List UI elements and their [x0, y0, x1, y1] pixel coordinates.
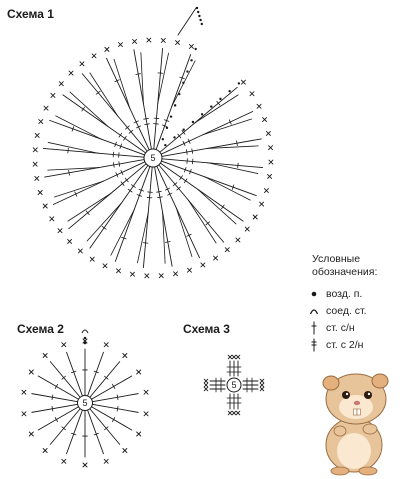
stitch-line — [68, 193, 111, 221]
stitch-crossbar — [165, 242, 170, 243]
chain-dot — [198, 15, 200, 17]
stitch-line — [111, 210, 134, 256]
stitch-crossbar — [128, 189, 132, 192]
center-count-label: 5 — [82, 398, 88, 409]
stitch-crossbar — [119, 162, 120, 167]
stitch-line — [162, 148, 207, 156]
chain-dot — [201, 113, 203, 115]
stitch-line — [69, 193, 111, 228]
stitch-crossbar — [124, 136, 127, 140]
stitch-line — [155, 167, 163, 212]
legend — [308, 253, 400, 353]
stitch-line — [98, 153, 144, 157]
chain-dot — [164, 144, 166, 146]
legend-title: Условные обозначения: — [312, 253, 378, 278]
stitch-line — [115, 210, 134, 262]
stitch-line — [188, 200, 216, 243]
stitch-crossbar — [221, 205, 224, 209]
stitch-line — [205, 177, 257, 196]
scheme-3-title: Схема 3 — [183, 322, 230, 336]
scheme-1-title: Схема 1 — [7, 7, 54, 21]
chain-dot — [183, 129, 185, 131]
chain-dot — [197, 11, 199, 13]
treble-crochet-icon — [308, 338, 320, 352]
stitch-line — [159, 165, 189, 200]
stitch-line — [203, 112, 253, 135]
chain-dot — [174, 104, 176, 106]
stitch-crossbar — [117, 395, 118, 400]
chain-dot — [84, 342, 87, 345]
double-crochet-icon — [308, 321, 320, 335]
stitch-crossbar — [117, 406, 118, 411]
stitch-line — [53, 181, 103, 204]
stitch-crossbar — [186, 150, 187, 155]
stitch-line — [160, 123, 195, 153]
stitch-line — [143, 213, 148, 268]
stitch-line — [43, 148, 98, 153]
chain-dot — [170, 115, 172, 117]
stitch-line — [158, 48, 163, 103]
stitch-line — [99, 160, 144, 168]
stitch-crossbar — [192, 149, 193, 154]
stitch-line — [161, 135, 203, 154]
chain-dot — [210, 105, 212, 107]
stitch-line — [158, 53, 169, 103]
stitch-crossbar — [131, 185, 135, 188]
chain-dot — [84, 337, 87, 340]
stitch-crossbar — [237, 141, 238, 146]
stitch-crossbar — [69, 170, 70, 175]
scheme-1-chart — [33, 7, 273, 278]
stitch-line — [188, 200, 223, 242]
center-count-label: 5 — [150, 153, 156, 164]
chain-dot — [228, 90, 230, 92]
legend-item-chain: возд. п. — [308, 285, 400, 302]
chain-dot — [182, 82, 184, 84]
chain-dot — [201, 23, 203, 25]
stitch-line — [63, 95, 108, 127]
chain-dot — [190, 59, 192, 61]
stitch-line — [67, 410, 83, 454]
stitch-crossbar — [136, 74, 141, 75]
stitch-line — [90, 73, 118, 116]
chain-dot — [192, 121, 194, 123]
chain-dot — [238, 82, 240, 84]
stitch-crossbar — [52, 395, 53, 400]
stitch-line — [195, 95, 238, 123]
stitch-line — [48, 142, 98, 153]
stitch-crossbar — [144, 118, 149, 119]
stitch-line — [208, 163, 263, 168]
stitch-line — [56, 116, 102, 139]
stitch-crossbar — [113, 163, 114, 168]
stitch-crossbar — [82, 107, 85, 111]
stitch-line — [137, 213, 148, 263]
stitch-line — [205, 177, 251, 200]
stitch-line — [154, 103, 158, 149]
stitch-line — [67, 352, 83, 396]
stitch-crossbar — [145, 124, 150, 125]
chain-dot — [186, 70, 188, 72]
stitch-line — [208, 163, 258, 174]
stitch-line — [88, 410, 104, 454]
stitch-line — [82, 74, 117, 116]
stitch-line — [198, 190, 243, 222]
scheme-3-chart — [204, 355, 264, 415]
stitch-line — [172, 55, 191, 107]
slip-stitch-arc — [82, 330, 88, 333]
stitch-line — [195, 87, 237, 122]
chain-dot-icon — [308, 290, 320, 298]
scheme-2-chart — [22, 330, 148, 467]
stitch-crossbar — [158, 197, 163, 198]
stitch-line — [143, 104, 151, 149]
hamster-illustration — [318, 365, 398, 477]
stitch-crossbar — [184, 179, 187, 183]
legend-item-slip-stitch: соед. ст. — [308, 302, 400, 319]
chain-dot — [166, 127, 168, 129]
stitch-line — [88, 352, 104, 396]
stitch-line — [111, 164, 146, 194]
center-count-label: 5 — [231, 380, 237, 391]
chain-dot — [178, 93, 180, 95]
stitch-line — [178, 8, 196, 35]
stitch-line — [156, 106, 172, 149]
stitch-crossbar — [180, 176, 183, 180]
stitch-crossbar — [119, 133, 122, 137]
stitch-line — [107, 58, 130, 108]
stitch-line — [114, 59, 130, 108]
scheme-2-title: Схема 2 — [17, 322, 64, 336]
stitch-line — [176, 208, 199, 258]
stitch-line — [54, 181, 103, 197]
stitch-line — [148, 167, 152, 213]
stitch-line — [90, 203, 122, 248]
chain-dot — [199, 19, 201, 21]
stitch-line — [203, 119, 252, 135]
legend-item-double-crochet: ст. с/н — [308, 319, 400, 336]
arc-icon — [308, 307, 320, 315]
stitch-crossbar — [102, 226, 106, 229]
chain-dot — [219, 98, 221, 100]
stitch-line — [118, 116, 148, 151]
stitch-crossbar — [157, 191, 162, 192]
stitch-line — [50, 120, 102, 139]
chain-dot — [173, 136, 175, 138]
legend-item-treble-crochet: ст. с 2/н — [308, 336, 400, 353]
stitch-line — [162, 159, 208, 163]
stitch-crossbar — [52, 406, 53, 411]
stitch-line — [176, 208, 192, 257]
chain-dot — [196, 7, 198, 9]
chain-dot — [194, 48, 196, 50]
chain-dot — [162, 138, 164, 140]
